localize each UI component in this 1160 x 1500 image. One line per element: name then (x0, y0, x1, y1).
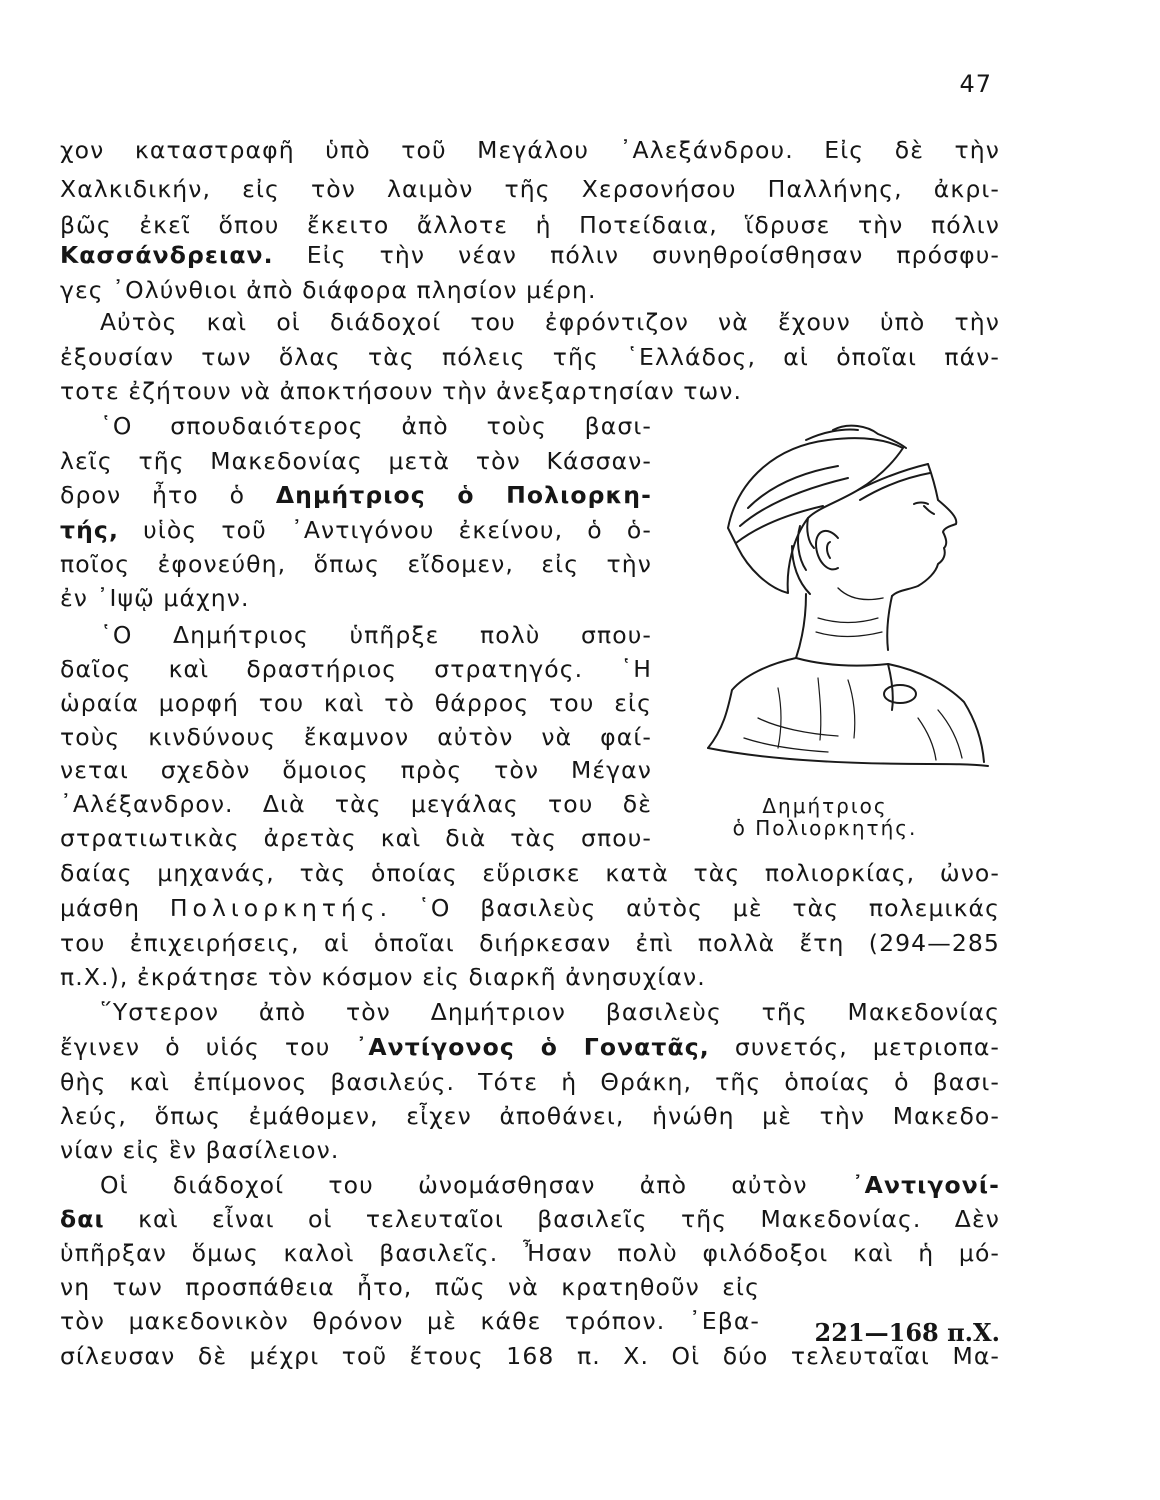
text-line: δαι καὶ εἶναι οἱ τελευταῖοι βασιλεῖς τῆς Μακεδονίας. Δὲν (60, 1205, 1000, 1233)
bold-place-name: Κασσάνδρειαν. (60, 241, 274, 269)
text-line: του ἐπιχειρήσεις, αἱ ὁποῖαι διήρκεσαν ἐπὶ πολλὰ ἔτη (294—285 (60, 929, 1000, 957)
text-line: ὑπῆρξαν ὅμως καλοὶ βασιλεῖς. Ἦσαν πολὺ φιλόδοξοι καὶ ἡ μό- (60, 1239, 1000, 1267)
bold-name: Δημήτριος ὁ Πολιορκη- (275, 481, 652, 509)
text-line: γες ᾿Ολύνθιοι ἀπὸ διάφορα πλησίον μέρη. (60, 276, 597, 304)
figure-caption-epithet: ὁ Πολιορκητής. (732, 816, 918, 840)
bold-name: ᾿Αντίγονος ὁ Γονατᾶς, (355, 1033, 710, 1061)
text-line: ἔγινεν ὁ υἱός του ᾿Αντίγονος ὁ Γονατᾶς, συνετός, μετριοπα- (60, 1033, 1001, 1061)
text-line: ποῖος ἐφονεύθη, ὅπως εἴδομεν, εἰς τὴν (60, 550, 652, 578)
bold-name: δαι (60, 1205, 105, 1233)
bold-name: ᾿Αντιγονί- (851, 1171, 1000, 1199)
text-line: τοὺς κινδύνους ἔκαμνον αὐτὸν νὰ φαί- (60, 723, 652, 751)
text-line: στρατιωτικὰς ἀρετὰς καὶ διὰ τὰς σπου- (60, 824, 652, 852)
text-line: δαῖος καὶ δραστήριος στρατηγός. ῾Η (60, 655, 652, 683)
text-line: χον καταστραφῆ ὑπὸ τοῦ Μεγάλου ᾿Αλεξάνδρου. Εἰς δὲ τὴν (60, 136, 1000, 164)
figure-caption-name: Δημήτριος (762, 794, 888, 818)
spaced-epithet: Πολιορκητής (169, 894, 380, 922)
margin-date-note: 221—168 π.Χ. (814, 1318, 1000, 1347)
text-line: νίαν εἰς ἓν βασίλειον. (60, 1136, 340, 1164)
text-line: Αὐτὸς καὶ οἱ διάδοχοί του ἐφρόντιζον νὰ ἔχουν ὑπὸ τὴν (100, 308, 1000, 336)
page-number: 47 (959, 70, 992, 98)
text-line: τὸν μακεδονικὸν θρόνον μὲ κάθε τρόπον. ᾿Εβα- (60, 1307, 760, 1335)
text-line: π.Χ.), ἐκράτησε τὸν κόσμον εἰς διαρκῆ ἀνησυχίαν. (60, 963, 706, 991)
text-line: θὴς καὶ ἐπίμονος βασιλεύς. Τότε ἡ Θράκη, τῆς ὁποίας ὁ βασι- (60, 1068, 1000, 1096)
text-line: ᾿Αλέξανδρον. Διὰ τὰς μεγάλας του δὲ (60, 790, 652, 818)
text-line: δαίας μηχανάς, τὰς ὁποίας εὕρισκε κατὰ τὰς πολιορκίας, ὠνο- (60, 859, 1000, 887)
demetrius-portrait (688, 418, 994, 790)
text-line: βῶς ἐκεῖ ὅπου ἔκειτο ἄλλοτε ἡ Ποτείδαια, ἵδρυσε τὴν πόλιν (60, 211, 1000, 239)
text-line: νεται σχεδὸν ὅμοιος πρὸς τὸν Μέγαν (60, 756, 652, 784)
text-line: Χαλκιδικήν, εἰς τὸν λαιμὸν τῆς Χερσονήσου Παλλήνης, ἀκρι- (60, 175, 1000, 203)
text-line: ἐν ᾿Ιψῷ μάχην. (60, 584, 250, 612)
text-line: δρον ἦτο ὁ Δημήτριος ὁ Πολιορκη- (60, 481, 652, 509)
text-line: ῞Υστερον ἀπὸ τὸν Δημήτριον βασιλεὺς τῆς Μακεδονίας (100, 998, 1000, 1026)
text-line: λεῖς τῆς Μακεδονίας μετὰ τὸν Κάσσαν- (60, 447, 652, 475)
text-line: τοτε ἐζήτουν νὰ ἀποκτήσουν τὴν ἀνεξαρτησίαν των. (60, 377, 743, 405)
text-line: σίλευσαν δὲ μέχρι τοῦ ἔτους 168 π. Χ. Οἱ δύο τελευταῖαι Μα- (60, 1342, 1000, 1370)
text-line: ῾Ο Δημήτριος ὑπῆρξε πολὺ σπου- (100, 621, 652, 649)
text-line: ῾Ο σπουδαιότερος ἀπὸ τοὺς βασι- (100, 412, 652, 440)
text-line: Κασσάνδρειαν. Εἰς τὴν νέαν πόλιν συνηθροίσθησαν πρόσφυ- (60, 241, 1000, 269)
text-line: Οἱ διάδοχοί του ὠνομάσθησαν ἀπὸ αὐτὸν ᾿Αντιγονί- (100, 1171, 1000, 1199)
text-line: νη των προσπάθεια ἦτο, πῶς νὰ κρατηθοῦν εἰς (60, 1273, 760, 1301)
text-line: λεύς, ὅπως ἐμάθομεν, εἶχεν ἀποθάνει, ἡνώθη μὲ τὴν Μακεδο- (60, 1102, 1000, 1130)
text-line: μάσθη Πολιορκητής. ῾Ο βασιλεὺς αὐτὸς μὲ τὰς πολεμικάς (60, 894, 1000, 922)
text-line: ὡραία μορφή του καὶ τὸ θάρρος του εἰς (60, 689, 652, 717)
bold-name: τής, (60, 516, 119, 544)
text-line: τής, υἱὸς τοῦ ᾿Αντιγόνου ἐκείνου, ὁ ὁ- (60, 516, 652, 544)
text-line: ἐξουσίαν των ὅλας τὰς πόλεις τῆς ῾Ελλάδος, αἱ ὁποῖαι πάν- (60, 343, 1000, 371)
